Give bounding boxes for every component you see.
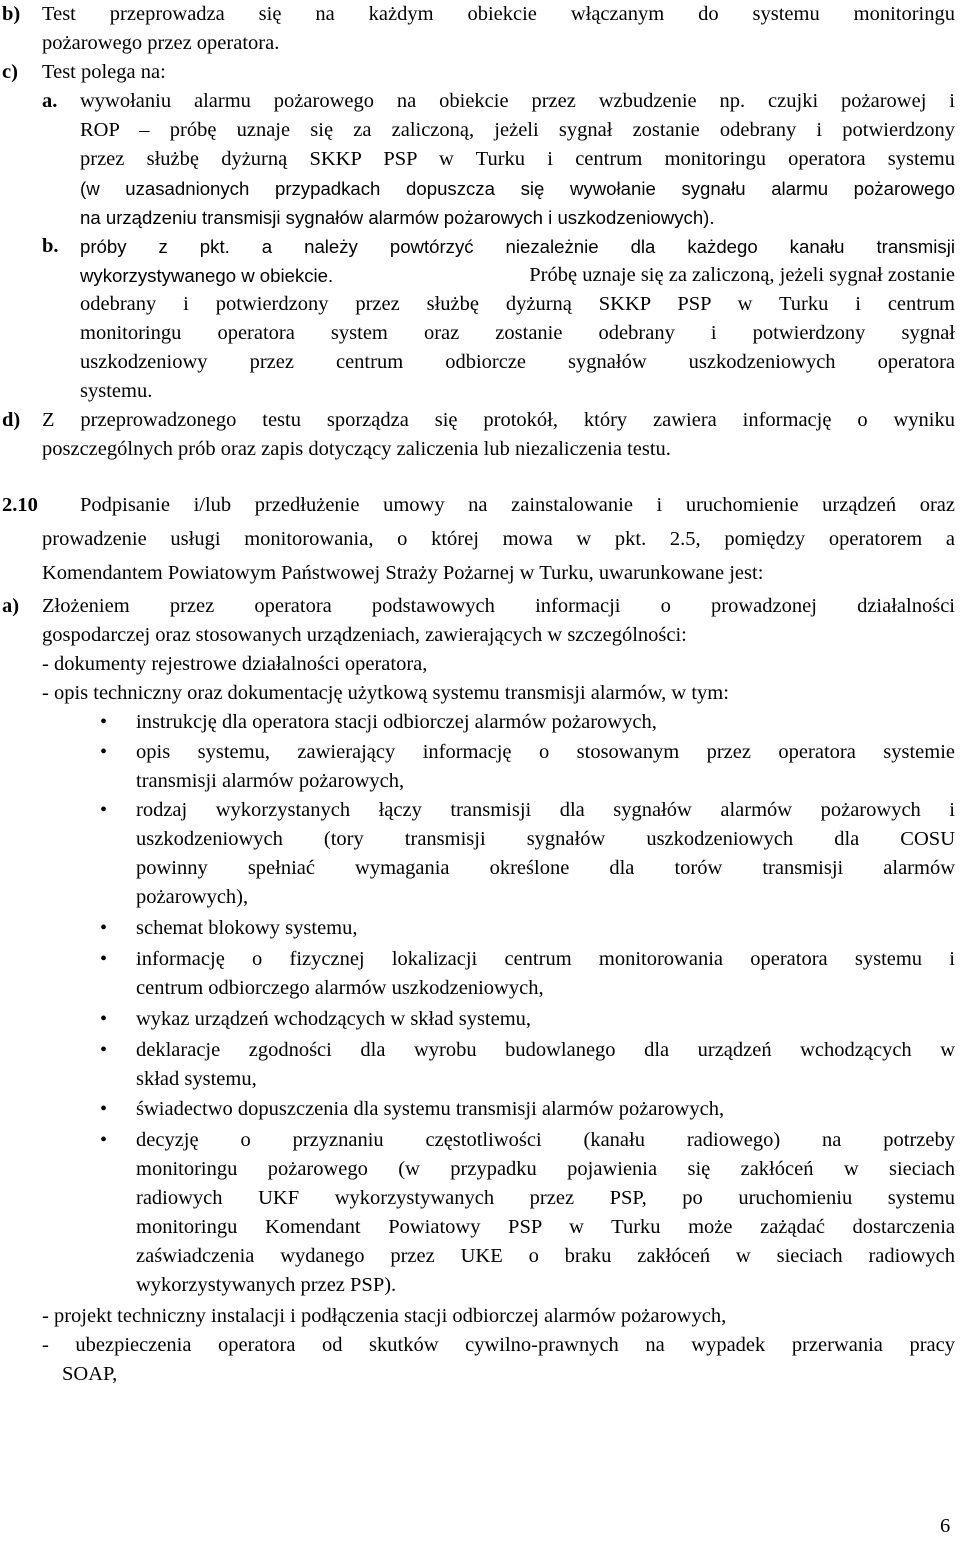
bullet-icon: • [100, 1039, 108, 1061]
item-2-10-a-line-1: Złożeniem przez operatora podstawowych informacji o prowadzonej działalności [42, 595, 955, 617]
bullet-3-line-3: powinny spełniać wymagania określone dla torów transmisji alarmów [136, 857, 955, 879]
bullet-2-line-2: transmisji alarmów pożarowych, [136, 770, 405, 792]
bullet-5-line-2: centrum odbiorczego alarmów uszkodzeniowych, [136, 977, 544, 999]
bullet-1-line-1: instrukcję dla operatora stacji odbiorczej alarmów pożarowych, [136, 711, 657, 733]
item-b-line-5: uszkodzeniowy przez centrum odbiorcze sygnałów uszkodzeniowych operatora [80, 351, 955, 373]
dash-item-2: - opis techniczny oraz dokumentację użytkową systemu transmisji alarmów, w tym: [42, 682, 729, 704]
item-2-10-a-line-2: gospodarczej oraz stosowanych urządzeniach, zawierających w szczególności: [42, 624, 687, 646]
bullet-4-line-1: schemat blokowy systemu, [136, 917, 358, 939]
tail-item-2: - ubezpieczenia operatora od skutków cywilno-prawnych na wypadek przerwania pracy [42, 1334, 955, 1356]
bullet-9-line-5: zaświadczenia wydanego przez UKE o braku zakłóceń w sieciach radiowych [136, 1245, 955, 1267]
section-2-10-line-3: Komendantem Powiatowym Państwowej Straży Pożarnej w Turku, uwarunkowane jest: [42, 562, 764, 584]
bullet-9-line-2: monitoringu pożarowego (w przypadku pojawienia się zakłóceń w sieciach [136, 1158, 955, 1180]
item-b-line-1: próby z pkt. a należy powtórzyć niezależnie dla każdego kanału transmisji [80, 236, 955, 257]
bullet-icon: • [100, 799, 108, 821]
bullet-9-line-4: monitoringu Komendant Powiatowy PSP w Turku może zażądać dostarczenia [136, 1216, 955, 1238]
bullet-3-line-2: uszkodzeniowych (tory transmisji sygnałów uszkodzeniowych dla COSU [136, 828, 955, 850]
item-a-line-3: przez służbę dyżurną SKKP PSP w Turku i centrum monitoringu operatora systemu [80, 148, 955, 170]
bullet-7-line-2: skład systemu, [136, 1068, 257, 1090]
item-a-line-5: na urządzeniu transmisji sygnałów alarmów pożarowych i uszkodzeniowych). [80, 207, 715, 228]
bullet-6-line-1: wykaz urządzeń wchodzących w skład systemu, [136, 1008, 532, 1030]
item-b-line-2-sans: wykorzystywanego w obiekcie. [80, 265, 334, 286]
bullet-3-line-4: pożarowych), [136, 886, 249, 908]
bullet-icon: • [100, 917, 108, 939]
bullet-icon: • [100, 1098, 108, 1120]
section-d-line-1: Z przeprowadzonego testu sporządza się protokół, który zawiera informację o wyniku [42, 409, 955, 431]
tail-item-2-continuation: SOAP, [62, 1363, 118, 1385]
bullet-icon: • [100, 741, 108, 763]
section-2-10-line-1: Podpisanie i/lub przedłużenie umowy na zainstalowanie i uruchomienie urządzeń oraz [80, 494, 955, 516]
section-c-title: Test polega na: [42, 61, 166, 83]
section-2-10-number: 2.10 [2, 494, 38, 516]
bullet-9-line-3: radiowych UKF wykorzystywanych przez PSP, po uruchomieniu systemu [136, 1187, 955, 1209]
bullet-icon: • [100, 711, 108, 733]
section-d-label: d) [2, 409, 21, 431]
bullet-7-line-1: deklaracje zgodności dla wyrobu budowlanego dla urządzeń wchodzących w [136, 1039, 955, 1061]
bullet-9-line-6: wykorzystywanych przez PSP). [136, 1274, 397, 1296]
item-a-label: a. [42, 90, 58, 112]
item-a-line-4: (w uzasadnionych przypadkach dopuszcza się wywołanie sygnału alarmu pożarowego [80, 178, 955, 199]
item-a-line-2: ROP – próbę uznaje się za zaliczoną, jeżeli sygnał zostanie odebrany i potwierdzony [80, 119, 955, 141]
dash-item-1: - dokumenty rejestrowe działalności operatora, [42, 653, 428, 675]
page-number: 6 [940, 1515, 951, 1537]
bullet-icon: • [100, 948, 108, 970]
item-b-line-4: monitoringu operatora system oraz zostanie odebrany i potwierdzony sygnał [80, 322, 955, 344]
bullet-icon: • [100, 1008, 108, 1030]
bullet-9-line-1: decyzję o przyznaniu częstotliwości (kanału radiowego) na potrzeby [136, 1129, 955, 1151]
section-c-label: c) [2, 61, 18, 83]
section-b-label: b) [2, 3, 21, 25]
bullet-8-line-1: świadectwo dopuszczenia dla systemu transmisji alarmów pożarowych, [136, 1098, 725, 1120]
item-b-line-2 [80, 261, 955, 290]
section-b-line-2: pożarowego przez operatora. [42, 32, 280, 54]
section-b-line-1: Test przeprowadza się na każdym obiekcie włączanym do systemu monitoringu [42, 3, 955, 25]
tail-item-1: - projekt techniczny instalacji i podłączenia stacji odbiorczej alarmów pożarowych, [42, 1305, 727, 1327]
item-a-line-1: wywołaniu alarmu pożarowego na obiekcie przez wzbudzenie np. czujki pożarowej i [80, 90, 955, 112]
section-2-10-line-2: prowadzenie usługi monitorowania, o której mowa w pkt. 2.5, pomiędzy operatorem a [42, 528, 955, 550]
item-2-10-a-label: a) [2, 595, 20, 617]
bullet-3-line-1: rodzaj wykorzystanych łączy transmisji dla sygnałów alarmów pożarowych i [136, 799, 955, 821]
item-b-line-6: systemu. [80, 380, 153, 402]
bullet-5-line-1: informację o fizycznej lokalizacji centrum monitorowania operatora systemu i [136, 948, 955, 970]
bullet-2-line-1: opis systemu, zawierający informację o stosowanym przez operatora systemie [136, 741, 955, 763]
item-b-line-3: odebrany i potwierdzony przez służbę dyżurną SKKP PSP w Turku i centrum [80, 293, 955, 315]
item-b-line-2-serif: Próbę uznaje się za zaliczoną, jeżeli sygnał zostanie [529, 264, 955, 286]
item-b-label: b. [42, 235, 59, 257]
section-d-line-2: poszczególnych prób oraz zapis dotyczący zaliczenia lub niezaliczenia testu. [42, 438, 671, 460]
bullet-icon: • [100, 1129, 108, 1151]
